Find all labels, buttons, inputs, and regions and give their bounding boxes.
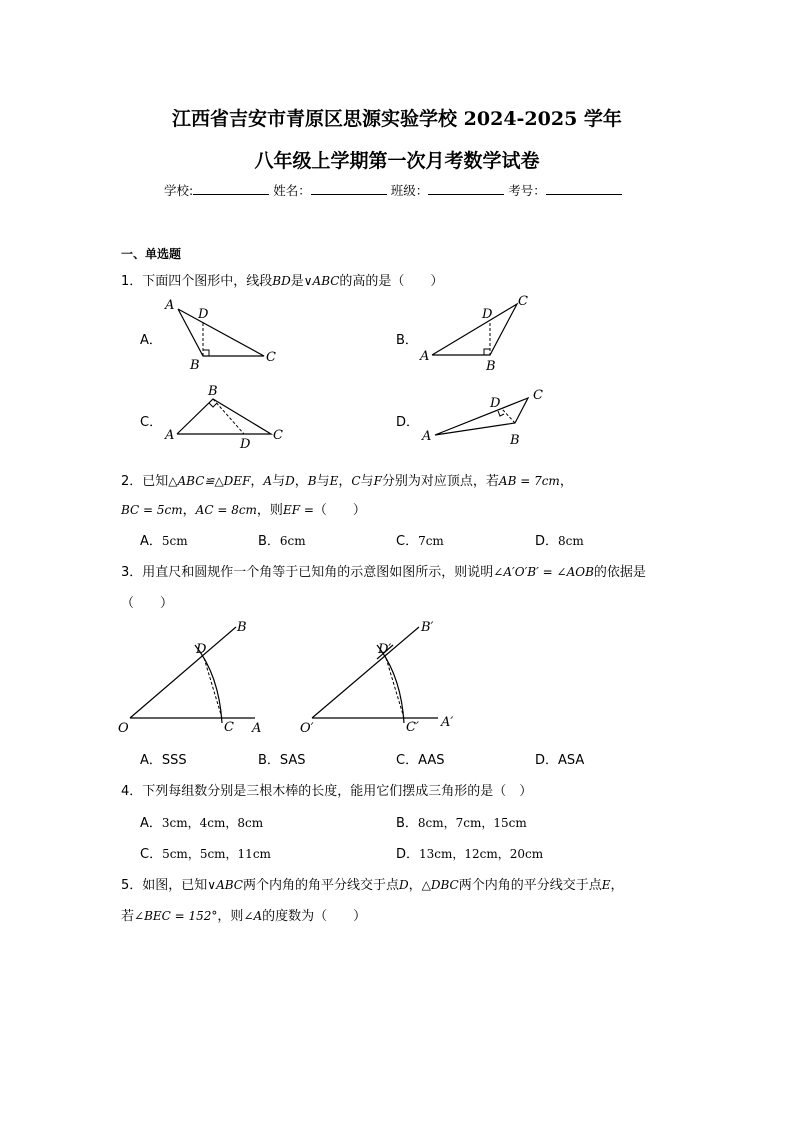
label-d: D — [198, 307, 209, 322]
q3-option-a[interactable]: A．SSS — [140, 753, 187, 768]
school-blank[interactable] — [193, 182, 269, 195]
question-5-line1: 5．如图，已知∨ABC两个内角的角平分线交于点D，△DBC两个内角的平分线交于点E， — [121, 878, 624, 893]
label-d: D — [196, 642, 207, 657]
question-1-stem: 1．下面四个图形中，线段BD是∨ABC的高的是（ ） — [121, 274, 444, 289]
q2-option-b[interactable]: B．6cm — [258, 534, 306, 549]
label-c: C — [533, 388, 543, 403]
student-info-row — [164, 181, 622, 199]
exam-number-label: 考号： — [508, 183, 546, 198]
q4-option-b[interactable]: B．8cm，7cm，15cm — [396, 816, 527, 831]
question-2-line1: 2．已知△ABC≌△DEF，A与D，B与E，C与F分别为对应顶点，若AB = 7cm， — [121, 474, 573, 489]
question-5-line2: 若∠BEC = 152°，则∠A的度数为（ ） — [121, 909, 367, 924]
label-b: B — [190, 358, 200, 373]
exam-title-line1: 江西省吉安市青原区思源实验学校 2024-2025 学年 — [172, 108, 622, 130]
question-4-stem: 4．下列每组数分别是三根木棒的长度，能用它们摆成三角形的是（ ） — [121, 784, 533, 799]
label-a: A — [420, 349, 430, 364]
label-c: C — [224, 720, 234, 735]
q3-figure-original — [115, 615, 275, 740]
right-angle-mark — [203, 350, 209, 356]
right-angle-mark — [498, 411, 504, 416]
segment-cd — [204, 658, 222, 718]
label-d: D — [240, 437, 251, 452]
label-a: A — [422, 429, 432, 444]
q1-option-d-label[interactable]: D． — [396, 415, 420, 430]
question-2-line2: BC = 5cm，AC = 8cm，则EF =（ ） — [121, 503, 366, 518]
class-label: 班级： — [390, 183, 429, 198]
q4-option-a[interactable]: A．3cm，4cm，8cm — [140, 816, 264, 831]
ray-ob-prime — [312, 627, 419, 718]
label-a: A — [165, 428, 175, 443]
name-blank[interactable] — [311, 182, 387, 195]
triangle-abc — [435, 398, 528, 435]
q3-option-d[interactable]: D．ASA — [535, 753, 585, 768]
right-angle-mark — [209, 403, 217, 407]
section-title: 一、单选题 — [121, 247, 182, 261]
q3-option-b[interactable]: B．SAS — [258, 753, 306, 768]
q1-option-a-label[interactable]: A． — [140, 333, 162, 348]
question-3-line1: 3．用直尺和圆规作一个角等于已知角的示意图如图所示，则说明∠A′O′B′ = ∠AOB的依据是 — [121, 565, 646, 580]
q1-option-b-label[interactable]: B． — [396, 333, 418, 348]
right-angle-mark — [484, 349, 490, 355]
question-3-line2: （ ） — [121, 596, 174, 611]
exam-title-line2: 八年级上学期第一次月考数学试卷 — [254, 150, 540, 172]
label-a: A — [252, 721, 262, 736]
label-b: B — [237, 620, 247, 635]
label-b-prime: B′ — [421, 620, 434, 635]
q2-option-d[interactable]: D．8cm — [535, 534, 584, 549]
label-a: A — [165, 298, 175, 313]
label-b: B — [208, 384, 218, 399]
q3-figure-copy — [295, 615, 465, 740]
q1-figure-a — [160, 295, 290, 375]
label-b: B — [486, 359, 496, 374]
triangle-abc — [178, 309, 264, 356]
label-c: C — [273, 428, 283, 443]
q4-option-c[interactable]: C．5cm，5cm，11cm — [140, 847, 271, 862]
segment-bd — [502, 409, 515, 423]
q2-option-a[interactable]: A．5cm — [140, 534, 188, 549]
class-blank[interactable] — [428, 182, 504, 195]
q3-option-c[interactable]: C．AAS — [396, 753, 445, 768]
label-c-prime: C′ — [406, 720, 419, 735]
q2-option-c[interactable]: C．7cm — [396, 534, 444, 549]
label-o: O — [118, 721, 129, 736]
label-d: D — [490, 396, 501, 411]
name-label: 姓名： — [273, 183, 311, 198]
q1-figure-d — [418, 380, 548, 455]
label-d: D — [482, 307, 493, 322]
triangle-abc — [432, 304, 517, 355]
segment-cd-prime — [386, 658, 404, 718]
q1-option-c-label[interactable]: C． — [140, 415, 163, 430]
q4-option-d[interactable]: D．13cm，12cm，20cm — [396, 847, 544, 862]
label-d-prime: D′ — [378, 642, 392, 657]
exam-number-blank[interactable] — [546, 182, 622, 195]
label-b: B — [510, 433, 520, 448]
label-c: C — [518, 294, 528, 309]
triangle-abc — [177, 399, 271, 434]
q1-figure-b — [418, 290, 538, 375]
label-o-prime: O′ — [300, 721, 314, 736]
q1-figure-c — [160, 380, 290, 455]
label-c: C — [266, 350, 276, 365]
label-a-prime: A′ — [441, 715, 454, 730]
segment-bd — [213, 399, 244, 434]
school-label: 学校: — [164, 183, 194, 198]
